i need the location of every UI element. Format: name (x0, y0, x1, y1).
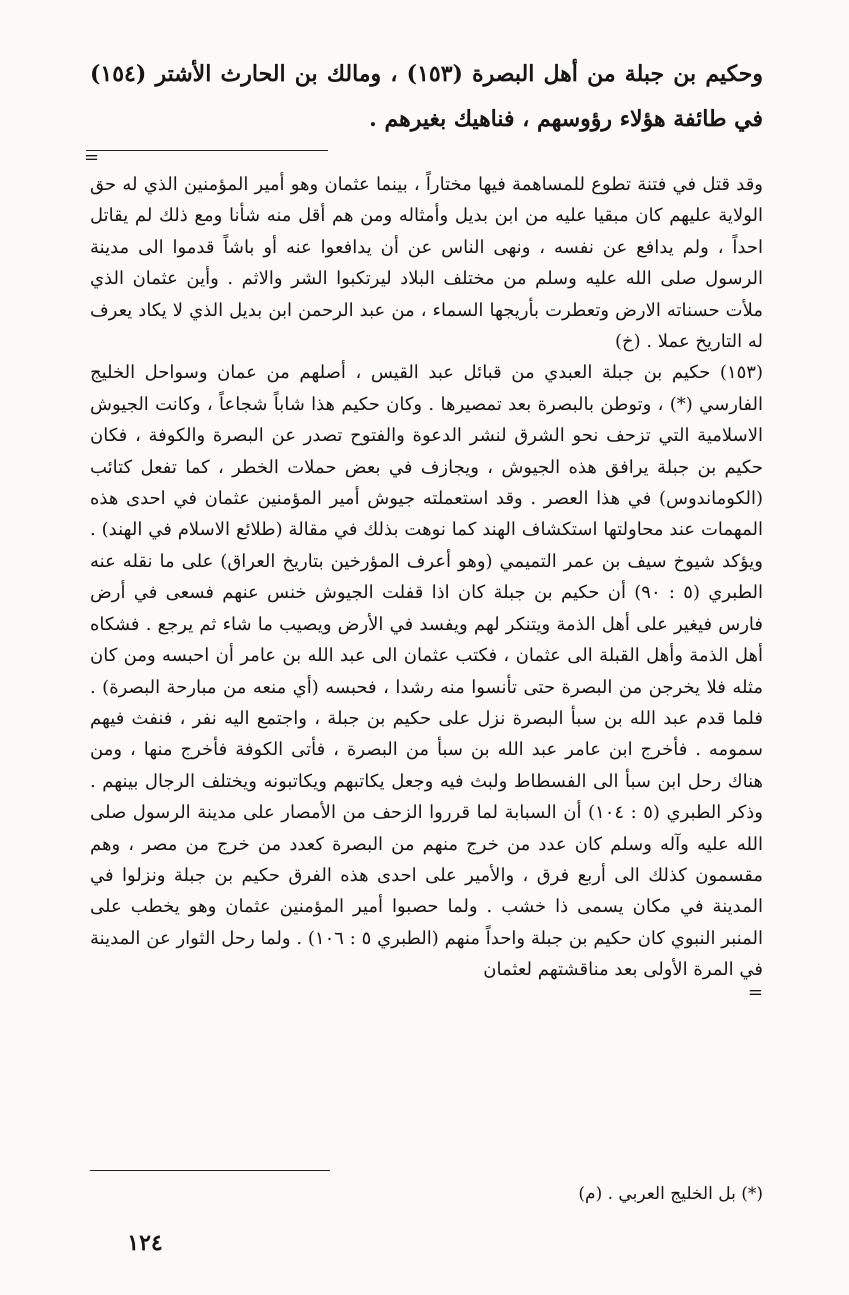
note-continued: وقد قتل في فتنة تطوع للمساهمة فيها مختاراً ، بينما عثمان وهو أمير المؤمنين الذي له حق الولاية عليهم كان مبقيا عليه من ابن بديل وأمثاله ومن هم أقل منه شأنا ومع ذلك لم يقاتل احداً ، ولم يدافع عن نفسه ، ونهى الناس عن أن يدافعوا عنه أو باشاً قدموا الى مدينة الرسول صلى الله عليه وسلم من مختلف البلاد ليرتكبوا الشر والاثم . وأين عثمان الذي ملأت حسناته الارض وتعطرت بأريجها السماء ، من عبد الرحمن ابن بديل الذي لا يكاد يعرف له التاريخ عملا . (خ) (90, 174, 763, 353)
note-153: (١٥٣) حكيم بن جبلة العبدي من قبائل عبد القيس ، أصلهم من عمان وسواحل الخليج الفارسي (*) ، وتوطن بالبصرة بعد تمصيرها . وكان حكيم هذا شاباً شجاعاً ، وكانت الجيوش الاسلامية التي تزحف نحو الشرق لنشر الدعوة والفتوح تصدر عن البصرة والكوفة ، فكان حكيم بن جبلة يرافق هذه الجيوش ، ويجازف في بعض حملات الخطر ، كما تفعل كتائب (الكوماندوس) في هذا العصر . وقد استعملته جيوش أمير المؤمنين عثمان في احدى هذه المهمات عند محاولتها استكشاف الهند كما نوهت بذلك في مقالة (طلائع الاسلام في الهند) . ويؤكد شيوخ سيف بن عمر التميمي (وهو أعرف المؤرخين بتاريخ العراق) على ما نقله عنه الطبري (٥ : ٩٠) أن حكيم بن جبلة كان اذا قفلت الجيوش خنس عنهم فسعى في أرض فارس فيغير على أهل الذمة ويتنكر لهم ويفسد في الأرض ويصيب ما شاء ثم يرجع . فشكاه أهل الذمة وأهل القبلة الى عثمان ، فكتب عثمان الى عبد الله بن عامر أن احبسه ومن كان مثله فلا يخرجن من البصرة حتى تأنسوا منه رشدا ، فحبسه (أي منعه من مبارحة البصرة) . فلما قدم عبد الله بن سبأ البصرة نزل على حكيم بن جبلة ، واجتمع اليه نفر ، فنفث فيهم سمومه . فأخرج ابن عامر عبد الله بن سبأ من البصرة ، فأتى الكوفة فأخرج منها ، ومن هناك رحل ابن سبأ الى الفسطاط ولبث فيه وجعل يكاتبهم ويكاتبونه ويختلف الرجال بينهم . وذكر الطبري (٥ : ١٠٤) أن السبابة لما قرروا الزحف من الأمصار على مدينة الرسول صلى الله عليه وآله وسلم كان عدد من خرج منهم من البصرة كعدد من خرج من مصر ، وهم مقسمون كذلك الى أربع فرق ، والأمير على احدى هذه الفرق حكيم بن جبلة ونزلوا في المدينة في مكان يسمى ذا خشب . ولما حصبوا أمير المؤمنين عثمان وهو يخطب على المنبر النبوي كان حكيم بن جبلة واحداً منهم (الطبري ٥ : ١٠٦) . ولما رحل الثوار عن المدينة في المرة الأولى بعد مناقشتهم لعثمان (90, 362, 763, 981)
page-number: ١٢٤ (127, 1230, 163, 1256)
main-text-separator (86, 150, 328, 151)
note-end-mark: = (747, 981, 763, 1003)
continuation-mark: = (84, 147, 100, 168)
main-text: وحكيم بن جبلة من أهل البصرة (١٥٣) ، ومالك بن الحارث الأشتر (١٥٤) في طائفة هؤلاء رؤوسهم ، فناهيك بغيرهم . (90, 61, 764, 132)
notes-block (90, 169, 763, 1004)
footnote: (*) بل الخليج العربي . (م) (578, 1184, 763, 1204)
book-page (84, 52, 764, 1256)
footnote-separator (90, 1170, 330, 1171)
